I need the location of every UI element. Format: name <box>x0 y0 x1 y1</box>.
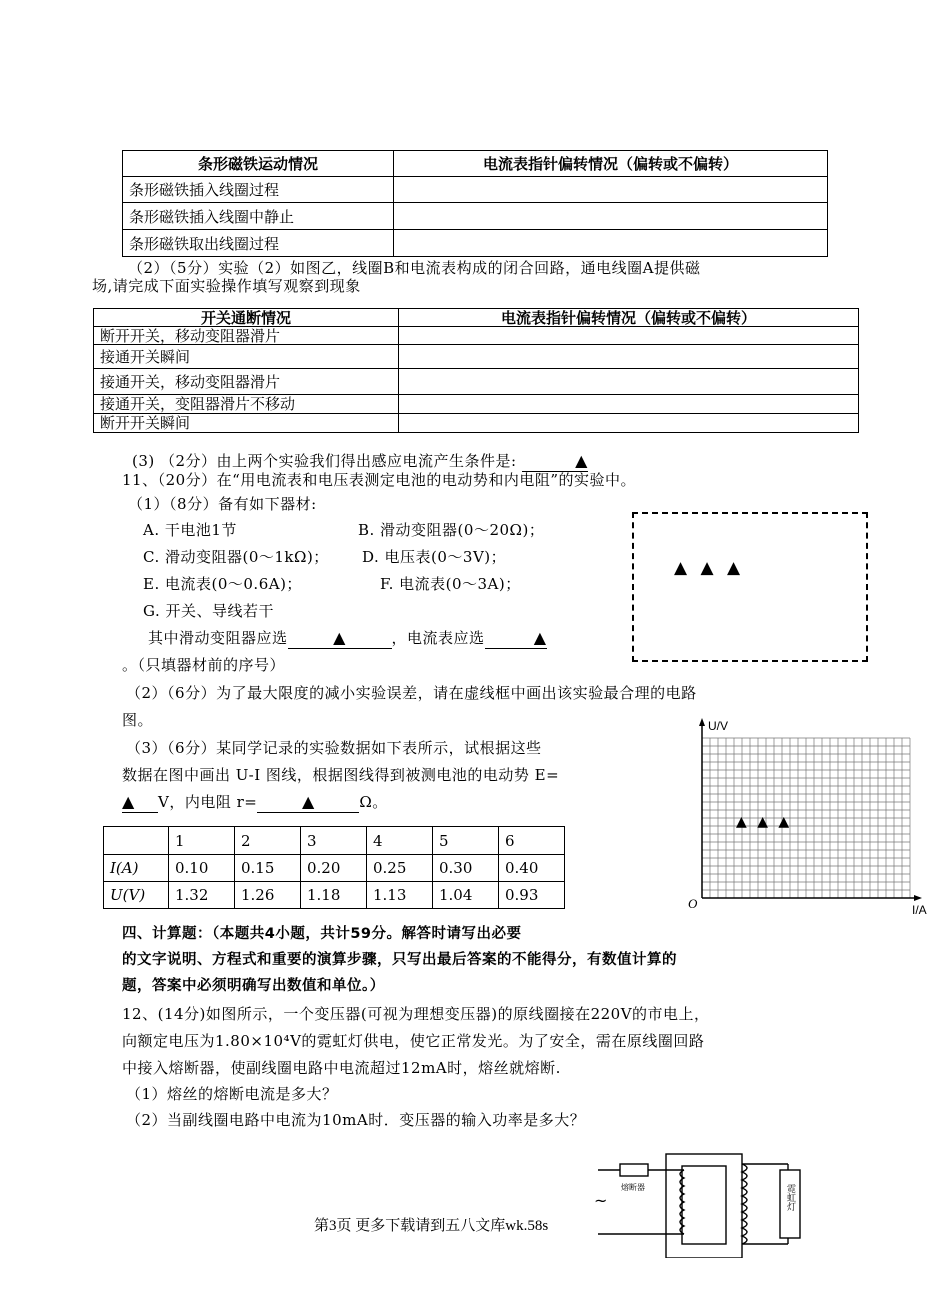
q11-p1: （1）（8分）备有如下器材: <box>128 495 317 513</box>
table-row: 断开开关，移动变阻器滑片 <box>94 327 399 345</box>
magnet-table-header-1: 条形磁铁运动情况 <box>123 151 394 177</box>
blank-rheostat[interactable] <box>288 628 392 649</box>
magnet-table <box>122 150 828 257</box>
marker-triple: ▲ ▲ ▲ <box>736 814 793 830</box>
table-cell: 0.15 <box>235 855 301 882</box>
q11-p2-line2: 图。 <box>122 711 154 729</box>
table-cell: 5 <box>433 827 499 855</box>
item-f: F. 电流表(0～3A)； <box>380 575 521 593</box>
table-cell: 1.13 <box>367 882 433 909</box>
origin-label: O <box>688 896 698 911</box>
answer-cell[interactable] <box>399 369 859 395</box>
answer-cell[interactable] <box>394 177 828 203</box>
answer-cell[interactable] <box>399 414 859 433</box>
table-cell: U(V) <box>104 882 169 909</box>
marker-icon: ▲ <box>575 451 588 470</box>
select-text-1: 其中滑动变阻器应选 <box>148 629 288 647</box>
q12-line3: 中接入熔断器，使副线圈电路中电流超过12mA时，熔丝就熔断. <box>122 1059 561 1077</box>
marker-icon: ▲ <box>333 628 346 647</box>
table-cell: 0.25 <box>367 855 433 882</box>
table-cell: 4 <box>367 827 433 855</box>
table-cell: 1.04 <box>433 882 499 909</box>
marker-triple: ▲ ▲ ▲ <box>674 558 745 578</box>
table-cell: 3 <box>301 827 367 855</box>
section4-line1: 四、计算题：（本题共4小题，共计59分。解答时请写出必要 <box>122 926 522 942</box>
item-e: E. 电流表(0～0.6A)； <box>143 575 302 593</box>
switch-table-header-2: 电流表指针偏转情况（偏转或不偏转） <box>399 309 859 327</box>
q11-p3-line1: （3）（6分）某同学记录的实验数据如下表所示，试根据这些 <box>126 739 542 757</box>
u-i-graph[interactable] <box>684 716 944 916</box>
circuit-drawing-box[interactable] <box>632 512 868 662</box>
q12-line2: 向额定电压为1.80×10⁴V的霓虹灯供电，使它正常发光。为了安全，需在原线圈回路 <box>122 1032 705 1050</box>
q11-title: 11、（20分）在“用电流表和电压表测定电池的电动势和内电阻”的实验中。 <box>122 471 637 489</box>
q12-sub1: （1）熔丝的熔断电流是多大？ <box>126 1085 338 1103</box>
section4-line2: 的文字说明、方程式和重要的演算步骤，只写出最后答案的不能得分，有数值计算的 <box>122 952 677 968</box>
blank-ammeter[interactable] <box>485 628 547 649</box>
item-a: A. 干电池1节 <box>143 521 237 539</box>
table-row: 接通开关，变阻器滑片不移动 <box>94 395 399 414</box>
fuse-label: 熔断器 <box>621 1183 645 1192</box>
table-cell: 0.20 <box>301 855 367 882</box>
answer-cell[interactable] <box>394 203 828 230</box>
lamp-label: 霓虹灯 <box>785 1184 795 1211</box>
marker-icon: ▲ <box>301 792 315 811</box>
table-cell <box>104 827 169 855</box>
q12-line1: 12、(14分)如图所示，一个变压器(可视为理想变压器)的原线圈接在220V的市电上， <box>122 1005 710 1023</box>
item-g: G. 开关、导线若干 <box>143 602 274 620</box>
marker-icon: ▲ <box>122 792 135 811</box>
q10-2-line2: 场,请完成下面实验操作填写观察到现象 <box>92 277 361 295</box>
table-row: 条形磁铁插入线圈过程 <box>123 177 394 203</box>
answer-cell[interactable] <box>399 327 859 345</box>
q10-2-line1: （2）（5分）实验（2）如图乙，线圈B和电流表构成的闭合回路，通电线圈A提供磁 <box>128 259 701 277</box>
item-c: C. 滑动变阻器(0～1kΩ)； <box>143 548 329 566</box>
x-axis-label: I/A <box>912 903 927 916</box>
table-row: 接通开关，移动变阻器滑片 <box>94 369 399 395</box>
p3-unit: Ω。 <box>359 793 388 811</box>
q10-3 <box>132 451 588 472</box>
blank-resistance[interactable] <box>257 792 359 813</box>
section4-line3: 题，答案中必须明确写出数值和单位。） <box>122 978 385 994</box>
q11-select <box>148 628 547 649</box>
table-row: 条形磁铁取出线圈过程 <box>123 230 394 257</box>
table-cell: 0.10 <box>169 855 235 882</box>
p3-v-text: V，内电阻 r= <box>158 793 258 811</box>
table-cell: 0.30 <box>433 855 499 882</box>
switch-table-header-1: 开关通断情况 <box>94 309 399 327</box>
answer-cell[interactable] <box>394 230 828 257</box>
answer-cell[interactable] <box>399 395 859 414</box>
transformer-figure <box>594 1142 834 1258</box>
table-cell: I(A) <box>104 855 169 882</box>
q11-p2-line1: （2）（6分）为了最大限度的减小实验误差，请在虚线框中画出该实验最合理的电路 <box>126 684 697 702</box>
table-cell: 1.26 <box>235 882 301 909</box>
item-b: B. 滑动变阻器(0～20Ω)； <box>358 521 545 539</box>
page-footer: 第3页 更多下载请到五八文库wk.58s <box>314 1218 549 1234</box>
switch-table <box>93 308 859 433</box>
table-cell: 2 <box>235 827 301 855</box>
answer-cell[interactable] <box>399 345 859 369</box>
q11-p3-line3 <box>122 792 388 813</box>
q11-p3-line2: 数据在图中画出 U-I 图线，根据图线得到被测电池的电动势 E= <box>122 766 560 784</box>
marker-icon: ▲ <box>533 628 547 647</box>
table-row: 接通开关瞬间 <box>94 345 399 369</box>
blank-condition[interactable] <box>522 451 588 472</box>
table-cell: 0.93 <box>499 882 565 909</box>
item-d: D. 电压表(0～3V)； <box>362 548 507 566</box>
magnet-table-header-2: 电流表指针偏转情况（偏转或不偏转） <box>394 151 828 177</box>
table-cell: 1.32 <box>169 882 235 909</box>
q11-select-note: 。（只填器材前的序号） <box>122 656 286 674</box>
y-axis-label: U/V <box>708 719 729 733</box>
data-table <box>103 826 565 909</box>
blank-emf[interactable] <box>122 792 158 813</box>
table-cell: 1 <box>169 827 235 855</box>
table-cell: 1.18 <box>301 882 367 909</box>
table-cell: 0.40 <box>499 855 565 882</box>
ac-source-icon: ~ <box>594 1191 608 1210</box>
table-row: 断开开关瞬间 <box>94 414 399 433</box>
select-text-2: ，电流表应选 <box>391 629 485 647</box>
table-cell: 6 <box>499 827 565 855</box>
q12-sub2: （2）当副线圈电路中电流为10mA时．变压器的输入功率是多大？ <box>126 1111 586 1129</box>
table-row: 条形磁铁插入线圈中静止 <box>123 203 394 230</box>
q10-3-text: (3) （2分）由上两个实验我们得出感应电流产生条件是: <box>132 452 517 470</box>
